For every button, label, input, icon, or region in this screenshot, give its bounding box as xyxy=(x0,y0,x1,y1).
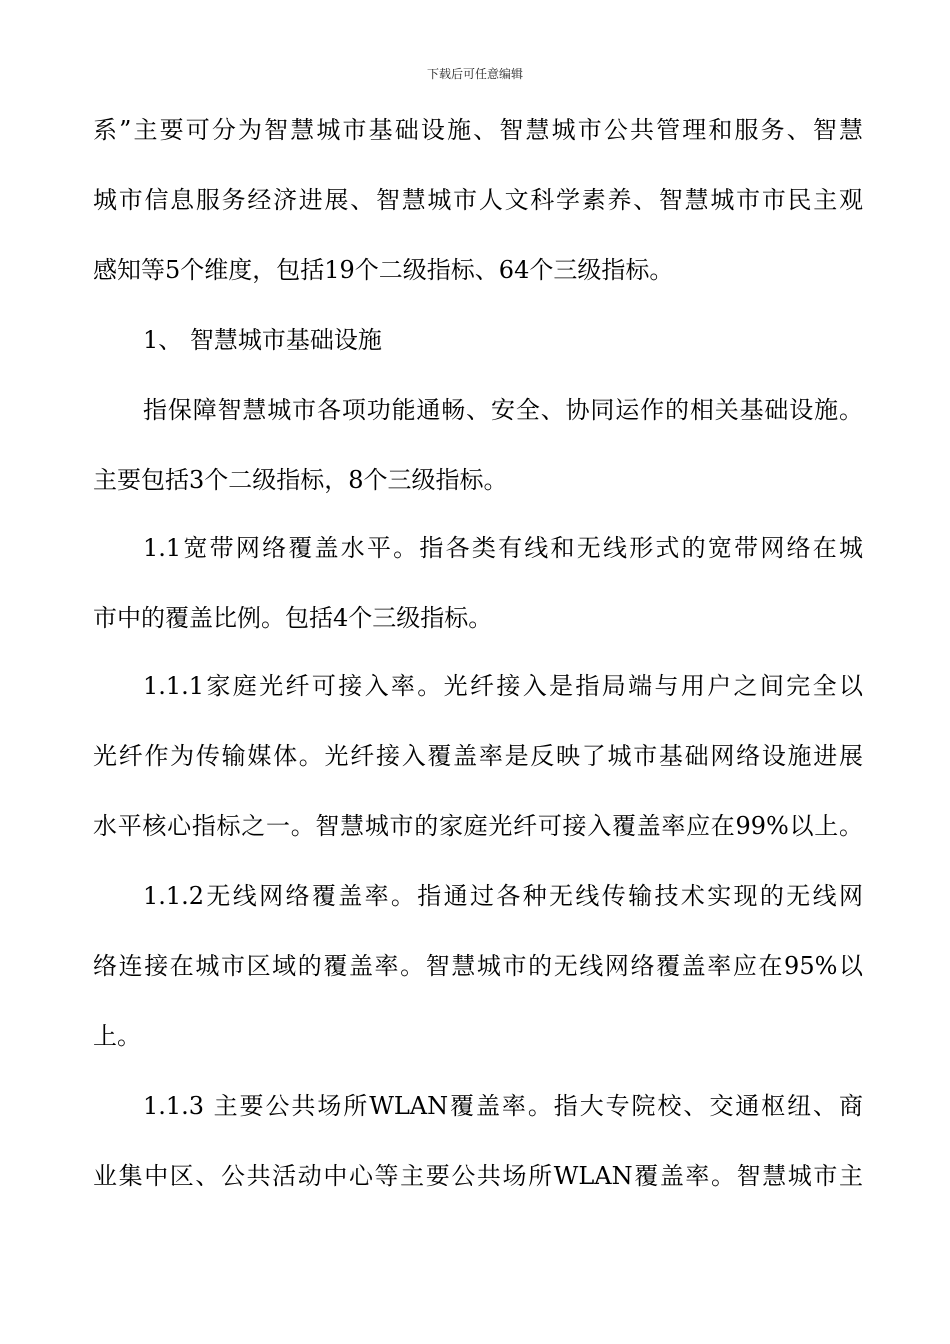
body-text-line: 指保障智慧城市各项功能通畅、安全、协同运作的相关基础设施。 xyxy=(143,396,863,424)
body-text-line: 市中的覆盖比例。包括4个三级指标。 xyxy=(93,604,493,632)
body-text-line: 感知等5个维度，包括19个二级指标、64个三级指标。 xyxy=(93,256,674,284)
body-text-line: 1.1宽带网络覆盖水平。指各类有线和无线形式的宽带网络在城 xyxy=(143,534,863,562)
body-text-line: 1.1.2无线网络覆盖率。指通过各种无线传输技术实现的无线网 xyxy=(143,882,863,910)
section-heading: 1、 智慧城市基础设施 xyxy=(143,326,382,354)
body-text-line: 业集中区、公共活动中心等主要公共场所WLAN覆盖率。智慧城市主 xyxy=(93,1162,863,1190)
body-text-line: 系”主要可分为智慧城市基础设施、智慧城市公共管理和服务、智慧 xyxy=(93,116,863,144)
body-text-line: 光纤作为传输媒体。光纤接入覆盖率是反映了城市基础网络设施进展 xyxy=(93,742,863,770)
body-text-line: 1.1.1家庭光纤可接入率。光纤接入是指局端与用户之间完全以 xyxy=(143,672,863,700)
body-text-line: 水平核心指标之一。智慧城市的家庭光纤可接入覆盖率应在99%以上。 xyxy=(93,812,863,840)
page-header-note: 下载后可任意编辑 xyxy=(426,67,523,81)
body-text-line: 城市信息服务经济进展、智慧城市人文科学素养、智慧城市市民主观 xyxy=(93,186,863,214)
body-text-line: 上。 xyxy=(93,1022,141,1050)
body-text-line: 络连接在城市区域的覆盖率。智慧城市的无线网络覆盖率应在95%以 xyxy=(93,952,863,980)
body-text-line: 主要包括3个二级指标，8个三级指标。 xyxy=(93,466,508,494)
body-text-line: 1.1.3 主要公共场所WLAN覆盖率。指大专院校、交通枢纽、商 xyxy=(143,1092,863,1120)
